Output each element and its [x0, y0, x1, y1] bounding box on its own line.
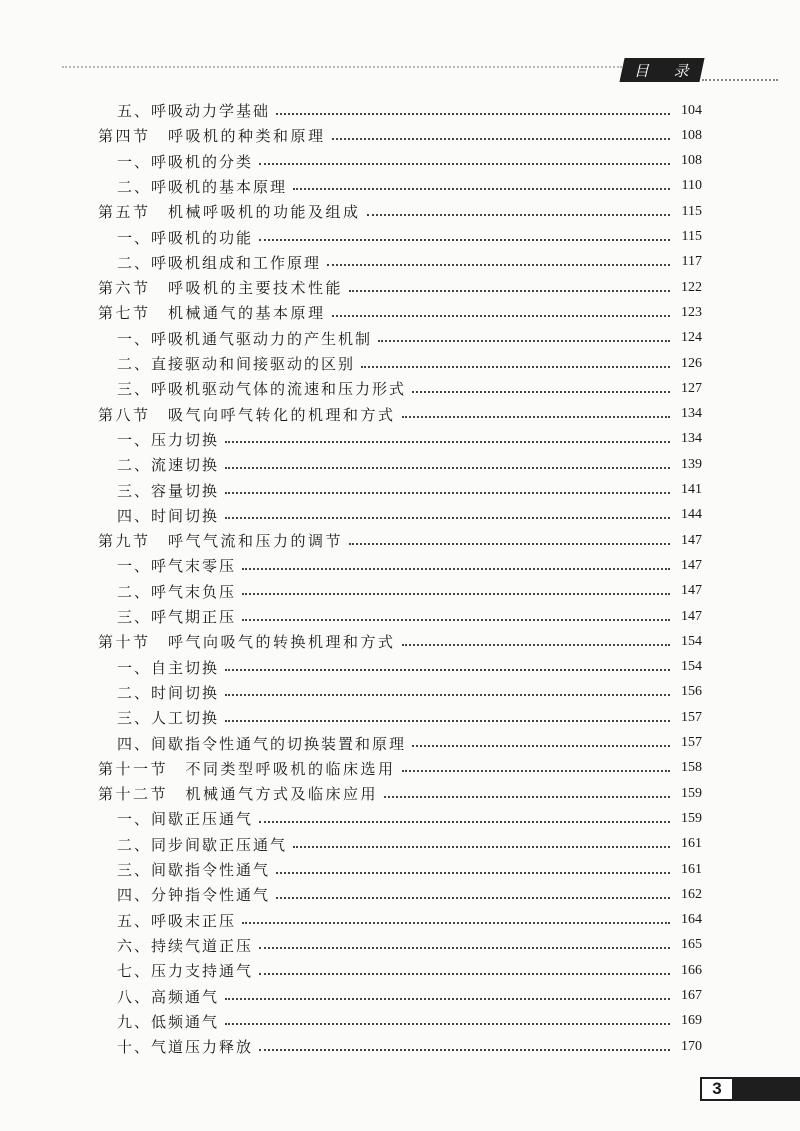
toc-label: 二、流速切换: [117, 456, 220, 475]
toc-entry[interactable]: [0, 731, 800, 756]
toc-leader: [242, 593, 670, 595]
toc-page-number: 164: [681, 912, 702, 928]
toc-page-number: 110: [681, 178, 702, 194]
toc-label: 七、压力支持通气: [117, 962, 254, 981]
toc-leader: [332, 315, 670, 317]
toc-page-number: 157: [681, 709, 702, 725]
toc-leader: [402, 770, 670, 772]
toc-leader: [276, 872, 670, 874]
toc-entry[interactable]: [0, 882, 800, 907]
toc-entry[interactable]: [0, 958, 800, 983]
toc-label: 一、压力切换: [117, 430, 220, 449]
toc-page-number: 108: [681, 127, 702, 143]
toc-label: 四、间歇指令性通气的切换装置和原理: [117, 734, 407, 753]
toc-label: 第十节 呼气向吸气的转换机理和方式: [98, 633, 396, 652]
toc-label: 三、间歇指令性通气: [117, 861, 271, 879]
toc-page-number: 161: [681, 836, 702, 852]
toc-section[interactable]: [0, 300, 800, 325]
toc-page-number: 159: [681, 810, 702, 826]
toc-leader: [293, 188, 670, 190]
toc-entry[interactable]: [0, 376, 800, 401]
toc-page-number: 127: [681, 380, 702, 396]
toc-page-number: 162: [681, 886, 702, 902]
header-title: 目 录: [633, 61, 699, 80]
toc-entry[interactable]: [0, 326, 800, 351]
toc-leader: [293, 846, 670, 848]
header-tab: [619, 58, 704, 82]
toc-leader: [242, 922, 670, 924]
toc-page-number: 147: [681, 557, 702, 573]
toc-page-number: 156: [681, 684, 702, 700]
toc-leader: [259, 947, 670, 949]
toc-section[interactable]: [0, 275, 800, 300]
toc-section[interactable]: [0, 199, 800, 224]
page-number: 3: [700, 1077, 734, 1101]
toc-leader: [402, 416, 670, 418]
toc-leader: [225, 694, 670, 696]
toc-label: 五、呼吸末正压: [117, 911, 237, 930]
toc-entry[interactable]: [0, 1009, 800, 1034]
toc-label: 三、呼气期正压: [117, 608, 237, 626]
toc-section[interactable]: [0, 528, 800, 553]
toc-entry[interactable]: [0, 553, 800, 578]
toc-page-number: 166: [681, 962, 702, 978]
toc-leader: [276, 897, 670, 899]
toc-label: 四、时间切换: [117, 506, 220, 525]
toc-label: 二、直接驱动和间接驱动的区别: [117, 355, 356, 373]
toc-label: 第十一节 不同类型呼吸机的临床选用: [98, 759, 396, 778]
toc-entry[interactable]: [0, 604, 800, 629]
toc-leader: [225, 998, 670, 1000]
toc-entry[interactable]: [0, 225, 800, 250]
toc-section[interactable]: [0, 402, 800, 427]
toc-label: 第四节 呼吸机的种类和原理: [98, 127, 326, 146]
page-number-box: [700, 1077, 800, 1101]
toc-section[interactable]: [0, 781, 800, 806]
toc-page-number: 167: [681, 988, 702, 1003]
toc-section[interactable]: [0, 756, 800, 781]
toc-entry[interactable]: [0, 478, 800, 503]
toc-leader: [412, 745, 670, 747]
toc-leader: [349, 543, 670, 545]
toc-page-number: 139: [681, 456, 702, 472]
toc-page-number: 158: [681, 760, 702, 776]
toc-label: 二、呼吸机组成和工作原理: [117, 253, 322, 272]
toc-page-number: 161: [681, 861, 702, 877]
toc-page-number: 170: [681, 1038, 702, 1054]
toc-page-number: 126: [681, 355, 702, 371]
header-rule: [62, 66, 622, 68]
toc-entry[interactable]: [0, 149, 800, 174]
toc-leader: [225, 467, 670, 469]
toc-entry[interactable]: [0, 655, 800, 680]
toc-label: 第六节 呼吸机的主要技术性能: [98, 279, 344, 298]
toc-page-number: 141: [681, 482, 702, 497]
toc-leader: [259, 821, 670, 823]
toc-page-number: 123: [681, 304, 702, 320]
toc-leader: [225, 669, 670, 671]
toc-leader: [225, 517, 670, 519]
toc-leader: [225, 492, 670, 494]
toc-entry[interactable]: [0, 503, 800, 528]
toc-label: 四、分钟指令性通气: [117, 886, 271, 905]
toc-label: 二、同步间歇正压通气: [117, 835, 288, 854]
toc-leader: [225, 720, 670, 722]
toc-entry[interactable]: [0, 832, 800, 857]
toc-page-number: 115: [681, 203, 702, 219]
toc-label: 第九节 呼气气流和压力的调节: [98, 532, 344, 551]
toc-label: 五、呼吸动力学基础: [117, 102, 271, 120]
toc-label: 十、气道压力释放: [117, 1038, 254, 1057]
toc-entry[interactable]: [0, 806, 800, 831]
toc-leader: [332, 138, 670, 140]
toc-entry[interactable]: [0, 705, 800, 730]
toc-leader: [259, 163, 670, 165]
toc-page-number: 154: [681, 659, 702, 675]
toc-page-number: 124: [681, 330, 702, 346]
toc-leader: [384, 796, 670, 798]
toc-leader: [242, 568, 670, 570]
toc-label: 二、时间切换: [117, 683, 220, 702]
toc-page-number: 144: [681, 507, 702, 523]
toc-label: 第七节 机械通气的基本原理: [98, 304, 326, 323]
toc-entry[interactable]: [0, 680, 800, 705]
header-rule-right: [702, 79, 778, 81]
toc-leader: [259, 973, 670, 975]
toc-page-number: 134: [681, 406, 702, 422]
toc-label: 第八节 吸气向呼气转化的机理和方式: [98, 405, 396, 424]
toc-entry[interactable]: [0, 98, 800, 123]
toc-leader: [225, 1023, 670, 1025]
toc-section[interactable]: [0, 123, 800, 148]
toc-leader: [349, 290, 670, 292]
toc-entry[interactable]: [0, 908, 800, 933]
toc-label: 三、容量切换: [117, 481, 220, 500]
toc-entry[interactable]: [0, 579, 800, 604]
toc-label: 一、呼吸机的分类: [117, 152, 254, 171]
toc-page-number: 154: [681, 633, 702, 649]
toc-page-number: 147: [681, 583, 702, 599]
toc-leader: [259, 1049, 670, 1051]
toc-label: 三、呼吸机驱动气体的流速和压力形式: [117, 380, 407, 399]
toc-page-number: 157: [681, 735, 702, 750]
toc-page-number: 104: [681, 102, 702, 118]
toc-entry[interactable]: [0, 933, 800, 958]
toc-page-number: 165: [681, 937, 702, 953]
toc-label: 八、高频通气: [117, 987, 220, 1006]
toc-entry[interactable]: [0, 351, 800, 376]
toc-label: 第十二节 机械通气方式及临床应用: [98, 785, 379, 804]
toc-label: 二、呼吸机的基本原理: [117, 177, 288, 196]
toc-entry[interactable]: [0, 250, 800, 275]
toc-label: 一、呼气末零压: [117, 557, 237, 576]
toc-page-number: 147: [681, 608, 702, 624]
toc-leader: [327, 264, 670, 266]
toc-label: 二、呼气末负压: [117, 582, 237, 601]
toc-page-number: 117: [681, 254, 702, 270]
toc-page-number: 108: [681, 153, 702, 169]
toc-label: 一、呼吸机通气驱动力的产生机制: [117, 329, 373, 348]
toc-leader: [378, 340, 670, 342]
toc-label: 一、呼吸机的功能: [117, 228, 254, 247]
toc-leader: [361, 366, 670, 368]
toc-label: 六、持续气道正压: [117, 936, 254, 955]
toc-label: 三、人工切换: [117, 709, 220, 728]
toc-entry[interactable]: [0, 452, 800, 477]
toc-entry[interactable]: [0, 984, 800, 1009]
toc-label: 一、间歇正压通气: [117, 810, 254, 829]
toc-leader: [276, 113, 670, 115]
toc-page-number: 159: [681, 785, 702, 801]
toc-page-number: 115: [681, 229, 702, 244]
toc-entry[interactable]: [0, 857, 800, 882]
toc-label: 一、自主切换: [117, 658, 220, 677]
toc-label: 第五节 机械呼吸机的功能及组成: [98, 203, 361, 222]
toc-leader: [242, 619, 670, 621]
toc-entry[interactable]: [0, 1034, 800, 1059]
toc-leader: [367, 214, 670, 216]
page-number-bar: [734, 1077, 800, 1101]
toc-page-number: 147: [681, 532, 702, 548]
toc-section[interactable]: [0, 629, 800, 654]
toc-leader: [402, 644, 670, 646]
toc-entry[interactable]: [0, 174, 800, 199]
toc-leader: [225, 441, 670, 443]
toc-page-number: 169: [681, 1013, 702, 1029]
toc-leader: [412, 391, 670, 393]
toc-page-number: 122: [681, 279, 702, 295]
toc-page-number: 134: [681, 431, 702, 447]
toc-label: 九、低频通气: [117, 1012, 220, 1031]
toc-entry[interactable]: [0, 427, 800, 452]
toc-leader: [259, 239, 670, 241]
